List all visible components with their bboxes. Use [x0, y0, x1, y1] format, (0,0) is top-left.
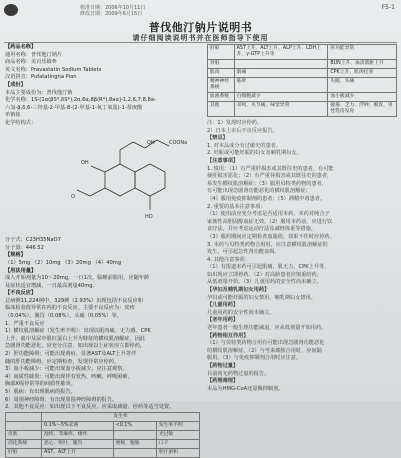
- svg-text:O: O: [71, 193, 75, 200]
- table-cell: 眩晕: [234, 78, 328, 93]
- table-row: [208, 102, 397, 117]
- table-cell: 恶心、呕吐、腹泻: [42, 439, 114, 448]
- text-line: 的横纹肌溶解症。（2）与考来烯胺合用时，应间隔: [207, 347, 322, 354]
- table-cell: 肝脏: [6, 448, 42, 457]
- usage-warning: 请仔细阅读说明书并在医师指导下使用: [132, 34, 269, 42]
- company-logo: [4, 4, 18, 16]
- document-code: F5-1: [381, 4, 395, 11]
- section-heading-name: 【药品名称】: [5, 44, 37, 50]
- text-line: 如出现应立即停药。（2）对高龄患者应慎重给药，: [207, 271, 322, 278]
- text-line: 注：1）发现时应停药。: [207, 120, 263, 126]
- table-cell: 湿疹、荨麻疹、瘙痒: [42, 430, 114, 439]
- table-cell: <0.1%: [113, 421, 156, 430]
- table-cell: 肾脏: [208, 60, 235, 69]
- text-line: 从低剂量开始。（3）儿童用药的安全性尚未确立。: [207, 279, 322, 286]
- table-cell: 肌肉: [208, 69, 235, 78]
- text-line: 易发生横纹肌溶解症；（3）服用贝特类药物的患者，: [207, 180, 328, 187]
- adverse-reaction-table-continued: [207, 44, 397, 117]
- table-cell: 其他: [208, 102, 235, 117]
- text-line: 【药物相互作用】: [207, 332, 249, 339]
- name-lines: [5, 52, 200, 82]
- table-cell: 光过敏: [156, 430, 199, 439]
- table-row: [6, 430, 200, 439]
- text-line: 【老年用药】: [207, 317, 239, 324]
- table-cell: [6, 421, 42, 430]
- table-cell: 肝脏: [208, 45, 235, 60]
- text-line: 发生，可引起急性肾功能衰竭。: [207, 249, 280, 256]
- table-cell: 耳鸣、关节痛、味觉异常: [234, 102, 328, 117]
- table-cell: CPK上升、肌肉痉挛: [328, 69, 397, 78]
- svg-text:COONa: COONa: [169, 139, 188, 146]
- text-line: 1）横纹肌溶解症（发生率不明）：出现以肌肉痛、无力感、CPK: [5, 328, 151, 335]
- table-row: [208, 45, 397, 60]
- svg-text:HO: HO: [145, 213, 153, 220]
- table-cell: 便秘、腹胀: [113, 439, 156, 448]
- text-line: 1．严重不良反应: [5, 320, 45, 327]
- table-cell: AST上升、ALT上升、ALP上升、LDH上升、γ-GTP上升等: [234, 45, 328, 60]
- table-cell: 消化系统: [6, 439, 42, 448]
- approval-date: 核准日期：2006年10月11日: [80, 5, 146, 11]
- text-line: 【药理毒理】: [207, 378, 239, 385]
- text-line: 2）肝功能障碍：可能出现黄疸、显著AST及ALT上升等伴: [5, 351, 137, 358]
- text-line: 4）间质性肺炎：可能出现伴有发热、咳嗽、呼吸困难、: [5, 373, 133, 380]
- adverse-lines: [5, 298, 200, 412]
- table-cell: [6, 412, 42, 421]
- usage-lines: [5, 275, 200, 290]
- text-line: 5）肌病：有出现肌病的报告。: [5, 389, 76, 395]
- table-row: [6, 448, 200, 457]
- text-line: 单钠盐: [5, 112, 21, 119]
- table-cell: 精神神经系统: [208, 78, 235, 93]
- table-cell: 血小板减少: [328, 93, 397, 102]
- chemical-structure-diagram: [45, 132, 205, 232]
- text-line: 家族性高胆固醇血症无效。（2）服用本药前，应进行饮: [207, 218, 333, 225]
- page-title: 普伐他汀钠片说明书: [148, 21, 253, 34]
- svg-text:OH: OH: [147, 139, 155, 146]
- text-line: 3）血小板减少：可能出现血小板减少，应注意观察。: [5, 366, 128, 373]
- table-cell: BUN上升、血清肌酐上升: [328, 60, 397, 69]
- table-cell: 血液系统: [208, 93, 235, 102]
- text-line: （3）服药期间应定期检查血脂值，效果不佳时应停药。: [207, 233, 335, 240]
- text-line: 【禁忌】: [207, 135, 228, 142]
- text-line: （4）服用免疫抑制剂的患者；（5）酒精中毒患者。: [207, 195, 326, 202]
- header-divider: [4, 42, 397, 43]
- text-line: 临床检验值异常在内的不良反应。主要不良反应为：皮疹: [5, 305, 135, 312]
- text-line: 3. 本药与贝特类药物合用时，应注意横纹肌溶解症的: [207, 241, 328, 248]
- right-column: [207, 44, 397, 393]
- right-notes: [207, 120, 397, 393]
- table-row: [208, 69, 397, 78]
- text-line: 成人开始剂量为10～20mg，一日1次，临睡前服用，应随年龄: [5, 275, 150, 282]
- text-line: 6）周围神经障碍：有出现周围神经障碍的报告。: [5, 396, 118, 403]
- text-line: 有可能出现急剧肾功能恶化的横纹肌溶解症；: [207, 188, 311, 195]
- text-line: 孕妇或可能妊娠的妇女禁用，哺乳期妇女禁用。: [207, 294, 316, 301]
- text-line: （1）使用前应充分考虑是否适用本药，本药对纯合子: [207, 211, 330, 218]
- text-line: 使肝损害恶化；（2）有严重肾损害或其既往史的患者，: [207, 173, 333, 180]
- table-header-row: [6, 412, 200, 421]
- text-line: 老年患者一般生理功能减退，应从低剂量开始用药。: [207, 325, 327, 332]
- text-line: 急剧肾功能恶化，应充分注意，如出现以上症状应立即停药。: [5, 343, 146, 350]
- table-cell: 口干: [156, 439, 199, 448]
- table-cell: 肌痛: [234, 69, 328, 78]
- text-line: 上升、血中及尿中肌红蛋白上升为特征的横纹肌溶解症，因此: [5, 335, 146, 342]
- spec-text: （1）5mg （2）10mg （3）20mg （4）40mg: [5, 259, 122, 266]
- table-cell: 肝功能异常: [328, 45, 397, 60]
- text-line: （1）与贝特类药物合用有可能出现急剧肾功能恶化: [207, 340, 325, 347]
- text-line: 化学结构式：: [5, 119, 37, 126]
- table-cell: 发生率: [42, 412, 200, 421]
- text-line: 目前尚无药物过量的报告。: [207, 370, 270, 377]
- molecular-formula: 分子式：C23H35NaO7: [5, 237, 61, 244]
- table-header-row: [6, 421, 200, 430]
- text-line: 总病例11,224例中，329例（2.93%）出现包括不良反应和: [5, 297, 143, 304]
- table-cell: 皮肤: [6, 430, 42, 439]
- text-line: 【药物过量】: [207, 363, 239, 369]
- section-heading-adverse: 【不良反应】: [5, 290, 37, 297]
- composition-lines: [5, 90, 200, 128]
- table-cell: 白细胞减少: [234, 93, 328, 102]
- text-line: 随的肝功能障碍，应定期检查，发现异常应停药。: [5, 358, 120, 365]
- text-line: 服用。（3）与免疫抑制剂合用时应注意。: [207, 355, 302, 362]
- text-line: 化学名称：1S-[1α(βS*,δS*),2α,6α,8β(R*),8aα]-1,2,6,7,8,8a-: [5, 97, 156, 104]
- section-heading-spec: 【规格】: [5, 252, 26, 259]
- text-line: 商品名称：美百乐镇®: [5, 59, 57, 66]
- text-line: 六氢-β,δ,6-三羟基-2-甲基-8-(2-甲基-1-氧丁氧基)-1-萘庚酸: [5, 104, 143, 111]
- text-line: 【儿童用药】: [207, 302, 239, 309]
- table-cell: 发生率不明: [156, 421, 199, 430]
- text-line: 2. 妊娠或可能妊娠的妇女及哺乳期妇女。: [207, 150, 302, 157]
- table-cell: 失眠、头痛: [328, 78, 397, 93]
- text-line: （0.04%），腹泻（0.08%），头痛（0.05%）等。: [5, 313, 122, 320]
- text-line: 【注意事项】: [207, 157, 239, 164]
- left-column: [5, 44, 200, 458]
- section-heading-composition: 【成份】: [5, 81, 26, 88]
- text-line: 【孕妇及哺乳期妇女用药】: [207, 287, 270, 294]
- table-cell: AST、ALT上升: [42, 448, 114, 457]
- text-line: 儿童用药的安全性尚未确立。: [207, 309, 275, 316]
- table-cell: 0.1%～5%未满: [42, 421, 114, 430]
- text-line: 通用名称：普伐他汀钠片: [5, 51, 63, 58]
- text-line: 英文名称：Pravastatin Sodium Tablets: [5, 66, 102, 73]
- text-line: 食疗法，并应考虑运动疗法及减轻体重等措施。: [207, 226, 316, 233]
- text-line: 2. 重要的基本注意事项：: [207, 203, 266, 210]
- table-cell: [234, 60, 328, 69]
- text-line: 4. 其他注意事项：: [207, 256, 250, 263]
- text-line: 胸部X线异常等的间质性肺炎。: [5, 381, 76, 388]
- text-line: 1. 慎用：（1）有严重肝损害或其既往史的患者，有可能: [207, 165, 334, 172]
- table-row: [208, 78, 397, 93]
- svg-text:OH: OH: [81, 159, 89, 166]
- text-line: 1. 对本品成分有过敏史的患者。: [207, 142, 282, 149]
- text-line: 2）日本上市后不良反应报告。: [207, 127, 278, 134]
- molecular-weight: 分子量：446.52: [5, 244, 44, 251]
- text-line: 本品为HMG-CoA还原酶抑制剂。: [207, 385, 284, 392]
- table-cell: 胆汁淤积: [156, 448, 199, 457]
- table-cell: [113, 448, 156, 457]
- table-row: [208, 60, 397, 69]
- text-line: （1）有报道本药可引起肌痛、肌无力、CPK上升等，: [207, 264, 330, 271]
- table-row: [208, 93, 397, 102]
- text-line: 本品主要成份为：普伐他汀钠: [5, 89, 73, 96]
- text-line: 及症状适宜增减，一日最高剂量40mg。: [5, 282, 98, 289]
- text-line: 2．其他不良反应：如出现以下不良反应，应采取减量、停药等适当处置。: [5, 404, 175, 411]
- adverse-reaction-table: [5, 412, 200, 458]
- table-row: [6, 439, 200, 448]
- text-line: 汉语拼音：Pufatatingna Pian: [5, 74, 77, 81]
- table-cell: 疲倦、乏力、浮肿、脱发、男性乳房发育: [328, 102, 397, 117]
- table-cell: [113, 430, 156, 439]
- revision-date: 修改日期：2009年6月15日: [80, 11, 143, 17]
- section-heading-usage: 【用法用量】: [5, 267, 37, 274]
